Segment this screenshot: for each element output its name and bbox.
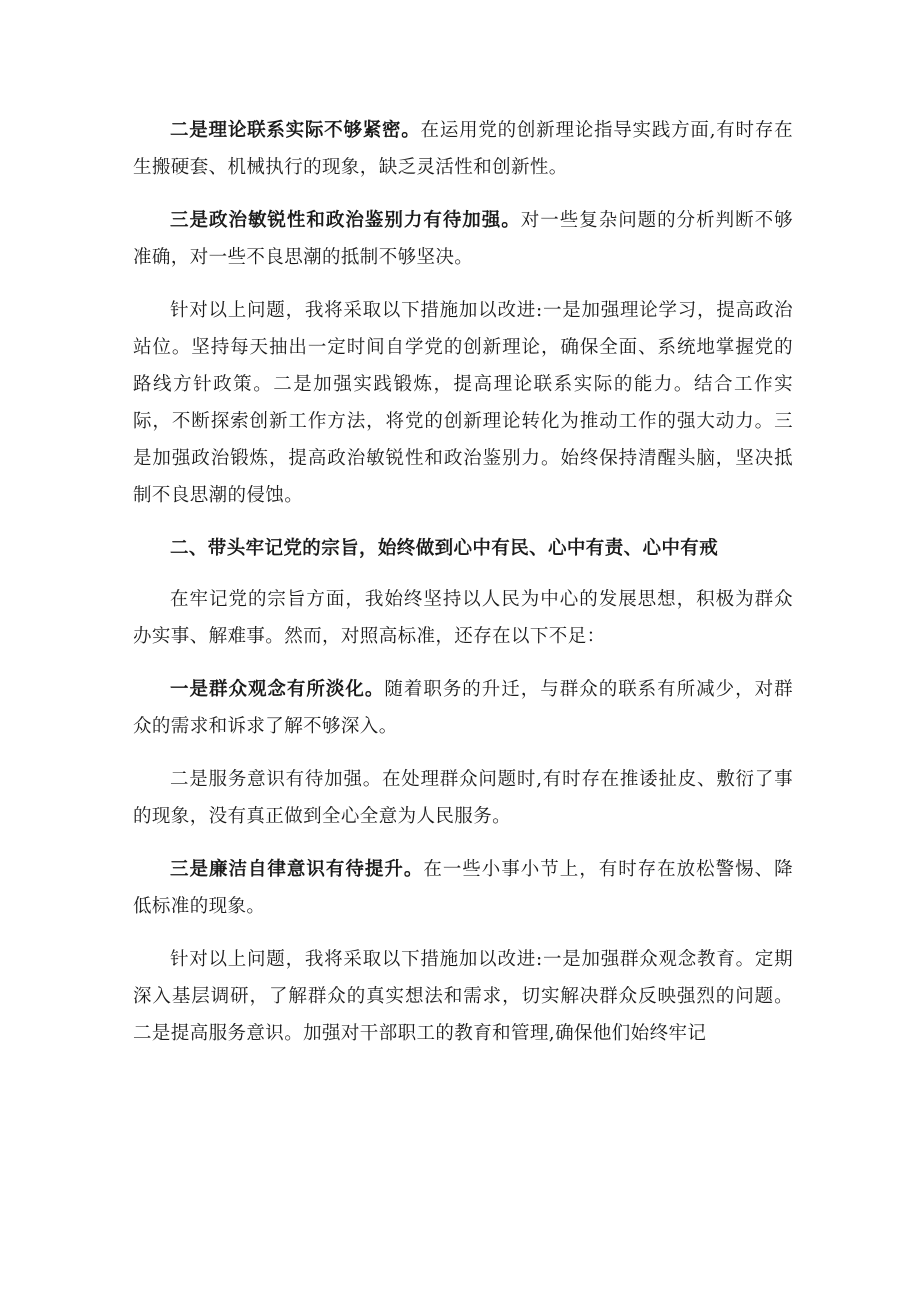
section-heading: 二、带头牢记党的宗旨，始终做到心中有民、心中有责、心中有戒 [170, 538, 719, 559]
paragraph-text: 针对以上问题，我将采取以下措施加以改进:一是加强理论学习，提高政治站位。坚持每天抽出一定时间自学党的创新理论，确保全面、系统地掌握党的路线方针政策。二是加强实践锻炼，提高理论联系实际的能力。结合工作实际，不断探索创新工作方法，将党的创新理论转化为推动工作的强大动力。三是加强政治锻炼，提高政治敏锐性和政治鉴别力。始终保持清醒头脑，坚决抵制不良思潮的侵蚀。 [133, 300, 793, 506]
paragraph-text: 针对以上问题，我将采取以下措施加以改进:一是加强群众观念教育。定期深入基层调研，了解群众的真实想法和需求，切实解决群众反映强烈的问题。二是提高服务意识。加强对干部职工的教育和管理,确保他们始终牢记 [133, 949, 793, 1044]
paragraph-lead: 一是群众观念有所淡化。 [170, 679, 385, 700]
paragraph-text: 在牢记党的宗旨方面，我始终坚持以人民为中心的发展思想，积极为群众办实事、解难事。然而，对照高标准，还存在以下不足： [133, 589, 793, 647]
paragraph-improvement-measures-2 [133, 941, 793, 1052]
paragraph-text: 二是服务意识有待加强。在处理群众问题时,有时存在推诿扯皮、敷衍了事的现象，没有真正做到全心全意为人民服务。 [133, 769, 793, 827]
paragraph-lead: 三是廉洁自律意识有待提升。 [170, 859, 424, 880]
paragraph-mass-concept [133, 671, 793, 745]
paragraph-lead: 二是理论联系实际不够紧密。 [170, 120, 421, 141]
paragraph-improvement-measures-1 [133, 292, 793, 514]
paragraph-service-awareness [133, 761, 793, 835]
paragraph-text: 随着职务的升迁，与群众的联系有所减少，对群众的需求和诉求了解不够深入。 [133, 679, 793, 737]
paragraph-lead: 三是政治敏锐性和政治鉴别力有待加强。 [170, 210, 521, 231]
paragraph-integrity [133, 851, 793, 925]
paragraph-text: 在运用党的创新理论指导实践方面,有时存在生搬硬套、机械执行的现象，缺乏灵活性和创新性。 [133, 120, 793, 178]
paragraph-text: 对一些复杂问题的分析判断不够准确，对一些不良思潮的抵制不够坚决。 [133, 210, 793, 268]
paragraph-text: 在一些小事小节上，有时存在放松警惕、降低标准的现象。 [133, 859, 793, 917]
paragraph-theory-practice [133, 112, 793, 186]
paragraph-political-sensitivity [133, 202, 793, 276]
document-body [133, 112, 793, 1068]
paragraph-party-purpose [133, 581, 793, 655]
